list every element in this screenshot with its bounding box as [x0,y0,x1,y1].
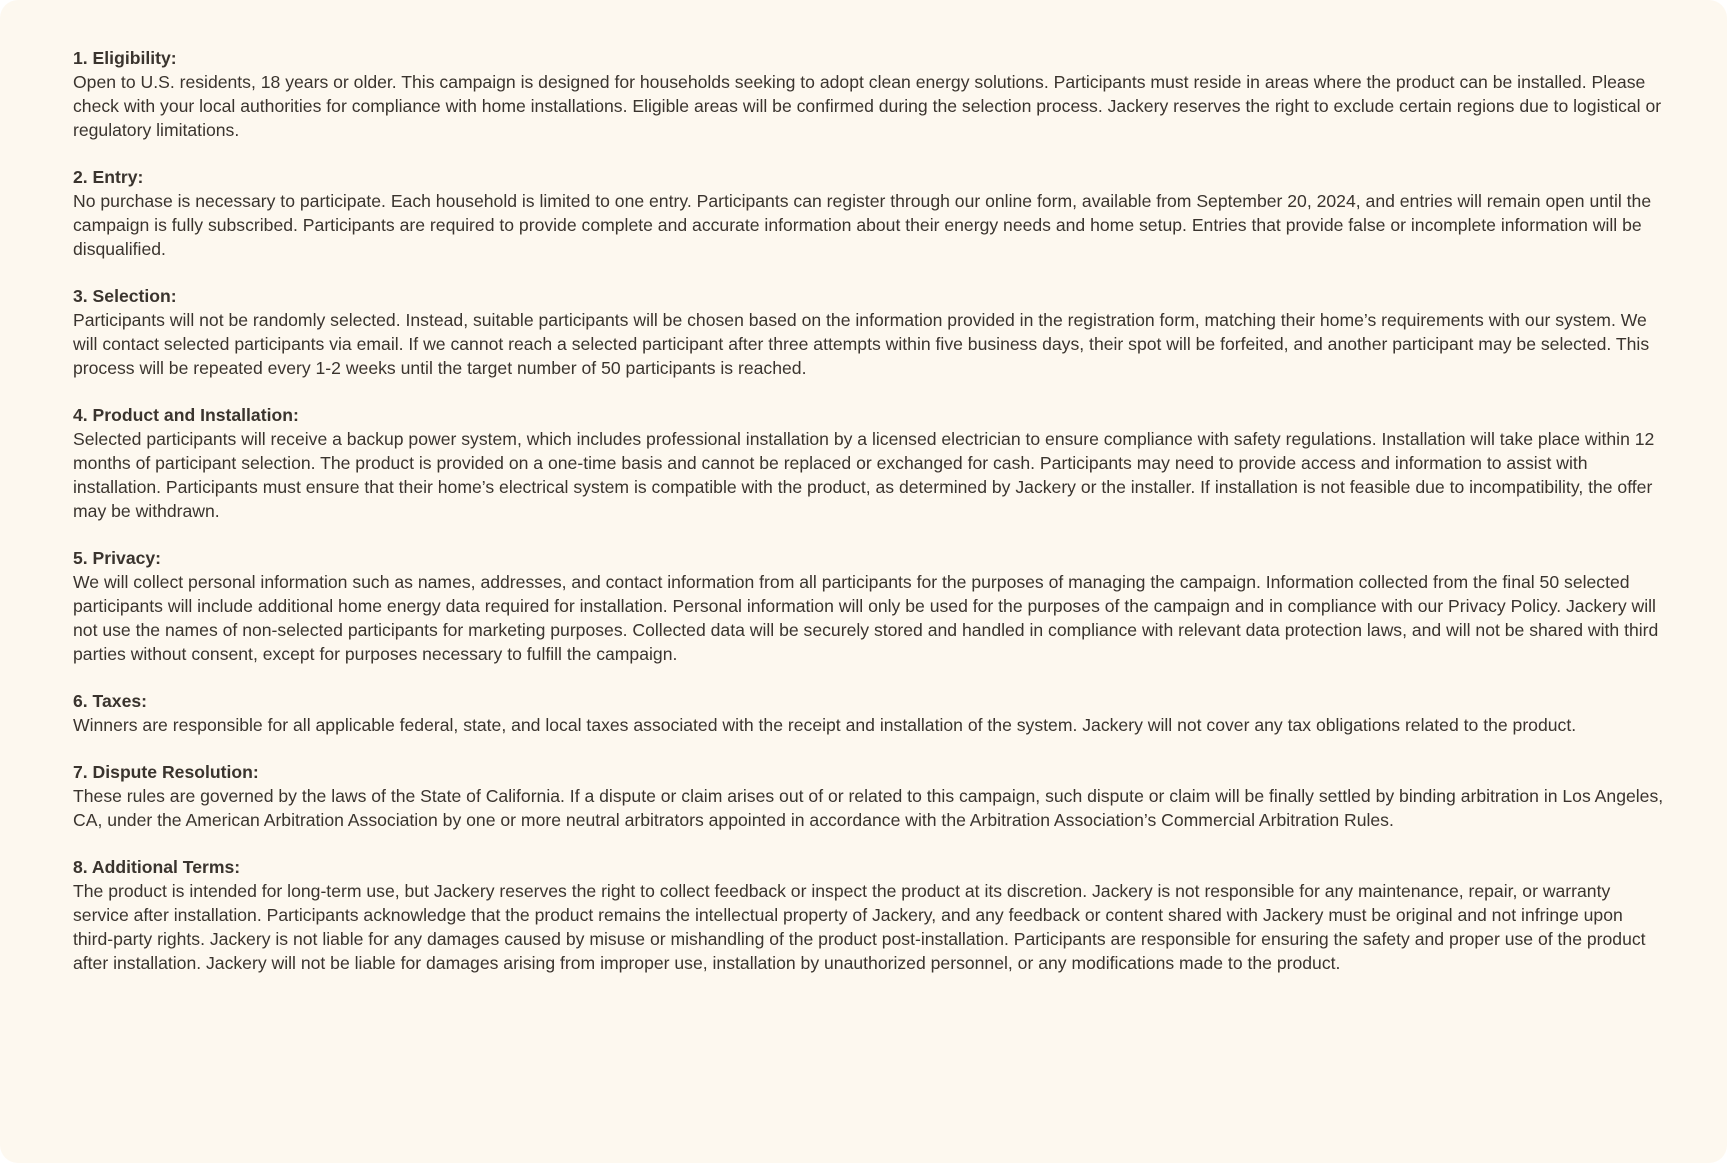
section-body: Open to U.S. residents, 18 years or older. This campaign is designed for households seeking to adopt clean energy solutions. Participants must reside in areas where the product can be installed. Please check with your local authorities for compliance with home installations. Eligible areas will be confirmed during the selection process. Jackery reserves the right to exclude certain regions due to logistical or regulatory limitations. [73,72,1662,140]
section-taxes [73,689,1667,737]
section-body: Winners are responsible for all applicable federal, state, and local taxes associated with the receipt and installation of the system. Jackery will not cover any tax obligations related to the product. [73,715,1577,735]
section-body: Selected participants will receive a backup power system, which includes professional installation by a licensed electrician to ensure compliance with safety regulations. Installation will take place within 12 months of participant selection. The product is provided on a one-time basis and cannot be replaced or exchanged for cash. Participants may need to provide access and information to assist with installation. Participants must ensure that their home’s electrical system is compatible with the product, as determined by Jackery or the installer. If installation is not feasible due to incompatibility, the offer may be withdrawn. [73,429,1655,521]
section-heading: 1. Eligibility: [73,48,177,68]
section-dispute-resolution [73,760,1667,832]
section-heading: 8. Additional Terms: [73,857,241,877]
section-privacy [73,546,1667,666]
section-product-installation [73,403,1667,523]
section-heading: 6. Taxes: [73,691,147,711]
section-body: Participants will not be randomly selected. Instead, suitable participants will be chosen based on the information provided in the registration form, matching their home’s requirements with our system. We will contact selected participants via email. If we cannot reach a selected participant after three attempts within five business days, their spot will be forfeited, and another participant may be selected. This process will be repeated every 1-2 weeks until the target number of 50 participants is reached. [73,310,1650,378]
section-selection [73,284,1667,380]
section-additional-terms [73,855,1667,975]
section-entry [73,165,1667,261]
section-heading: 4. Product and Installation: [73,405,299,425]
section-body: The product is intended for long-term use, but Jackery reserves the right to collect feedback or inspect the product at its discretion. Jackery is not responsible for any maintenance, repair, or warranty service after installation. Participants acknowledge that the product remains the intellectual property of Jackery, and any feedback or content shared with Jackery must be original and not infringe upon third-party rights. Jackery is not liable for any damages caused by misuse or mishandling of the product post-installation. Participants are responsible for ensuring the safety and proper use of the product after installation. Jackery will not be liable for damages arising from improper use, installation by unauthorized personnel, or any modifications made to the product. [73,881,1646,973]
section-body: These rules are governed by the laws of the State of California. If a dispute or claim arises out of or related to this campaign, such dispute or claim will be finally settled by binding arbitration in Los Angeles, CA, under the American Arbitration Association by one or more neutral arbitrators appointed in accordance with the Arbitration Association’s Commercial Arbitration Rules. [73,786,1664,830]
section-body: We will collect personal information such as names, addresses, and contact information from all participants for the purposes of managing the campaign. Information collected from the final 50 selected participants will include additional home energy data required for installation. Personal information will only be used for the purposes of the campaign and in compliance with our Privacy Policy. Jackery will not use the names of non-selected participants for marketing purposes. Collected data will be securely stored and handled in compliance with relevant data protection laws, and will not be shared with third parties without consent, except for purposes necessary to fulfill the campaign. [73,572,1659,664]
section-body: No purchase is necessary to participate. Each household is limited to one entry. Participants can register through our online form, available from September 20, 2024, and entries will remain open until the campaign is fully subscribed. Participants are required to provide complete and accurate information about their energy needs and home setup. Entries that provide false or incomplete information will be disqualified. [73,191,1652,259]
section-eligibility [73,46,1667,142]
section-heading: 5. Privacy: [73,548,162,568]
section-heading: 2. Entry: [73,167,144,187]
section-heading: 3. Selection: [73,286,177,306]
section-heading: 7. Dispute Resolution: [73,762,259,782]
